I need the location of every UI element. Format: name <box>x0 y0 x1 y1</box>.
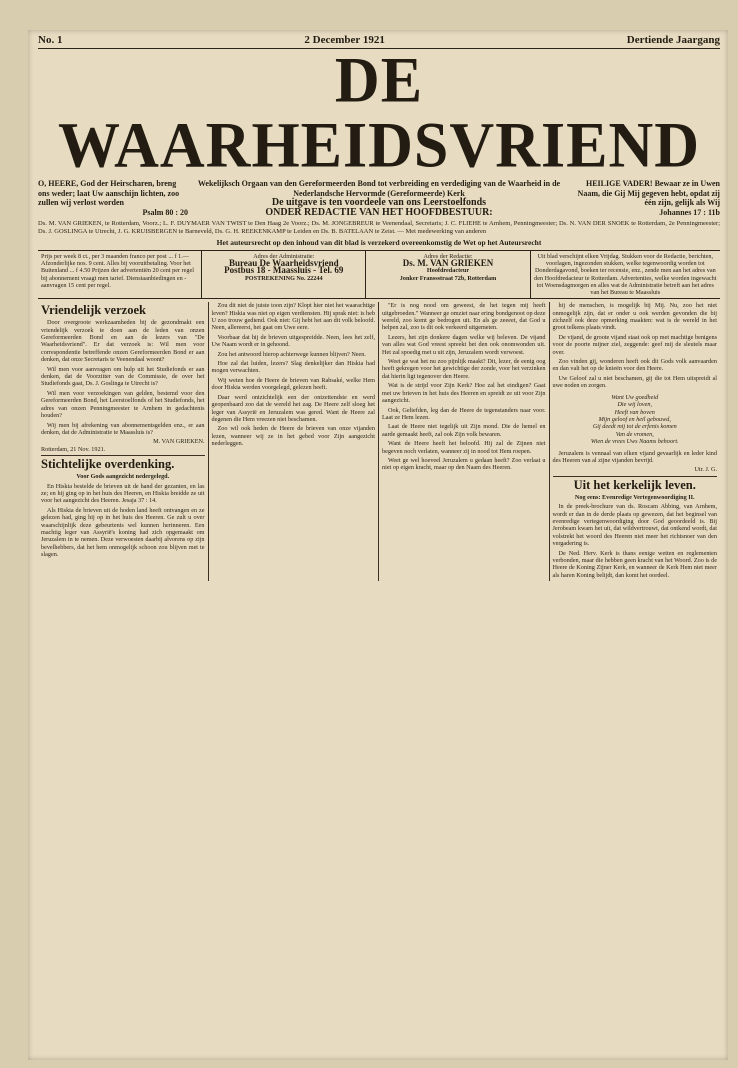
paragraph: Wil men voor verzoekingen van gelden, bestemd voor den Gereformeerden Bond, het Leerstoelfonds of het Studiefonds, het adres van onzen Penningmeester te Arnhem in gedachtenis houden? <box>41 389 205 420</box>
paragraph: Laat de Heere niet tegelijk uit Zijn mond. Die de hemel en aarde gemaakt heeft, zal ook Zijn volk bewaren. <box>382 423 546 438</box>
paragraph: De Ned. Herv. Kerk is thans eenige wetten en reglementen verbonden, maar die hebben geen kracht van het Woord. Zoo is de Heere de Koning Zijner Kerk, en wanneer de Kerk Hem niet meer als haren Koning belijdt, dan komt het oordeel. <box>552 549 717 579</box>
column-3 <box>379 302 550 581</box>
paragraph: Zoo wil ook heden de Heere de brieven van onze vijanden lezen, wanneer wij ze in het gebed voor Zijn aangezicht nederleggen. <box>211 425 375 448</box>
place-date: Rotterdam, 21 Nov. 1921. <box>41 445 106 453</box>
paragraph: Lezers, het zijn donkere dagen welke wij beleven. De vijand van alles wat God vreest spreekt het den ook onomwonden uit. Het zal spoedig met u uit zijn, Jeruzalem wordt verwoest. <box>382 333 546 356</box>
article-heading-overdenking: Stichtelijke overdenking. <box>41 455 205 471</box>
poem-line: Wien de vrees Uws Naams behoort. <box>590 438 679 446</box>
editor-name: Ds. M. VAN GRIEKEN <box>402 258 494 269</box>
paragraph: Ook, Geliefden, leg dan de Heere de tegenstanders naar voor. Laat ze Hem lezen. <box>382 406 546 421</box>
paragraph: Daar werd ontzichtelijk een der ontzettendste en werd geopenbaard zoo dat de wereld het zag. De Heere zelf sloeg het leger van Assyrië en Jeruzalem was gered. Want de Heere zal degenen die Hem vreezen niet beschamen. <box>211 393 375 423</box>
paragraph: De vijand, de groote vijand staat ook op met machtige benigens voor de poorte mijner ziel, zeggende: geef mij de sleutels maar over. <box>552 333 717 356</box>
newspaper-page <box>28 30 728 1060</box>
paragraph: Wij weten hoe de Heere de brieven van Rabsaké, welke Hem door Hiskia werden voorgelegd, gelezen heeft. <box>211 376 375 392</box>
masthead-title: DE WAARHEIDSVRIEND <box>58 44 700 182</box>
center-description <box>195 179 563 217</box>
poem-line: Die wij loven, <box>617 401 653 409</box>
header-row <box>38 179 720 217</box>
copyright-notice: Het auteursrecht op den inhoud van dit blad is verzekerd overeenkomstig de Wet op het Auteursrecht <box>216 238 542 247</box>
publication-box: Uit blad verschijnt elken Vrijdag. Stukken voor de Redactie, berichten, voorlagen, ingezonden stukken, welke tegenwoordig worden tot Donderdagavond, boeken ter recensie, enz., zende men aan het adres van den Hoofdredacteur te Rotterdam. Advertenties, welke worden ingewacht tot Woensdagmorgen en alles wat de Administratie betreft aan het adres van het Bureau te Maassluis <box>534 253 717 297</box>
right-motto <box>570 179 720 217</box>
staff-list: Ds. M. VAN GRIEKEN, te Rotterdam, Voorz.; L. F. DUYMAER VAN TWIST te Den Haag 2e Voorz.; Ds. M. JONGEBREUR te Veenendaal, Secretaris; J. C. FLIEHE te Arnhem, Penningmeester; Ds. N. VAN DER SNOEK te Rotterdam, 2e Penningmeester; Ds. J. GOSLINGA te Utrecht, J. G. KRUISBERGEN te Barneveld, Ds. G. H. REEKENKAMP te Leiden en Ds. B. BATELAAN te Zeist. — Met medewerking van anderen <box>38 220 720 235</box>
paragraph: Zou het antwoord hierop achterwege kunnen blijven? Neen. <box>217 350 366 358</box>
left-motto-text: O, HEERE, God der Heirscharen, breng ons weder; laat Uw aanschijn lichten, zoo zullen wij verlost worden <box>38 179 180 207</box>
left-motto <box>38 179 188 217</box>
paragraph: Zoo vinden gij, wonderen heeft ook dit Gods volk aanvaarden en dan valt het op de knieën voor den Heere. <box>552 358 717 373</box>
paragraph: Wil men voor aanvragen om hulp uit het Studiefonds er aan denken, dat de Voorzitter van de Commissie, de over het Studiefonds gaat, Ds. J. Goslinga te Utrecht is? <box>41 365 205 388</box>
column-1 <box>38 302 209 581</box>
right-motto-ref: Johannes 17 : 11b <box>659 207 720 217</box>
paragraph: Hoe zal dat luiden, lezers? Slag denkelijker dan Hiskia had mogen verwachten. <box>211 360 375 375</box>
poem-line: Heeft van boven <box>614 408 655 416</box>
center-line-2: De uitgave is ten voordeele van ons Leerstoelfonds <box>271 197 487 208</box>
left-motto-ref: Psalm 80 : 20 <box>142 207 189 217</box>
subscription-box: Prijs per week 8 ct., per 3 maanden franco per post ... f 1.— Afzonderlijke nos. 9 cent. Alles bij vooruitbetaling. Voor het Buitenland ... f 4.50 Prijzen der advertentiën 20 cent per regel bij abonnement vraagt men tarief. Dienstaanbiedingen en -aanvragen 15 cent per regel. <box>38 251 202 298</box>
paragraph: Uw Geloof zal u niet beschamen, gij die tot Hem uitspreidt al uwe noden en zorgen. <box>552 374 717 390</box>
volume-label: Dertiende Jaargang <box>626 34 720 46</box>
editor-address: Jonker Franssstraat 72b, Rotterdam <box>399 274 497 282</box>
administration-label: Adres der Administratie: <box>253 253 315 260</box>
paragraph: "Er is nog nood om geweest, de het tegen mij heeft uitgebroeden." Wanneer ge omziet naar ering bondgenoot op deze wereld, zoo komt ge bedrogen uit. En als ge zeeeet, dat God u helpen zal, zoo is dit ook verkeerd uitgemeten. <box>382 302 546 332</box>
paragraph: En Hiskia bestelde de brieven uit de hand der gezanten, en las ze; en hij ging op in het huis des Heeren, en Hiskia breidde ze uit voor het aangezicht des Heeren. Jesaja 37 : 14. <box>41 482 205 505</box>
paragraph: Als Hiskia de brieven uit de hoden land heeft ontvangen en ze gelezen had, ging hij op in het huis des Heeren. Ge zult u over waarschijnlijk deze gebeurtenis wel kunnen herinneren. Een machtig leger van Assyrië's koning had zich opgemaakt om Jeruzalem in te nemen. Deze verwoesten daarbij alvorens op zijn bevelhebbers, dat het hem onmogelijk schoon zou blijven met te slagen. <box>41 506 205 559</box>
column-2 <box>209 302 380 581</box>
paragraph: Wij men bij afrekening van abonnementsgelden enz., er aan denken, dat de Administratie te Maassluis is? <box>41 421 205 436</box>
paragraph: Want de Heere heeft het beloofd. Hij zal de Zijnen niet begeven noch verlaten, wanneer zij in nood tot Hem roepen. <box>382 440 546 455</box>
article-subheading: Nog eens: Evenredige Vertegenwoordiging II. <box>574 493 695 501</box>
paragraph: Door overgroote werkzaamheden bij de gezondmakt een vriendelijk verzoek te doen aan de leden van onzen Gereformeerden Bond en aan de lezers van "De Waarheidsvriend". Er dat verzoek is: Wil men voor correspondentie betreffende onzen Gereformeerden Bond er aan denken, dat onze Secretaris te Veenendaal woont? <box>41 319 205 364</box>
paragraph: Jeruzalem is vennaal van elken vijand gevaarlijk en leder kind des Heeren van al zijne vijanden bevrijd. <box>552 449 717 464</box>
paragraph: Zou dit niet de juiste toon zijn? Klopt hier niet het waarachtige leven? Hiskia was niet op eigen verdiensten. Hij sprak niet: is heb U zoo trouw gediend. Ook niet: Gij hebt het aan dit volk beloofd. Neen, allereerst, het gaat om Uwe eere. <box>211 302 375 332</box>
issue-date: 2 December 1921 <box>304 34 385 46</box>
article-columns <box>38 302 720 581</box>
right-motto-text: HEILIGE VADER! Bewaar ze in Uwen Naam, die Gij Mij gegeven hebt, opdat zij één zijn, gelijk als Wij <box>577 179 720 207</box>
article-heading-verzoek: Vriendelijk verzoek <box>41 303 146 318</box>
administration-name: Bureau De Waarheidsvriend <box>228 258 339 269</box>
poem-line: Mijn geloof en heil gebouwd, <box>598 415 671 423</box>
signature: M. VAN GRIEKEN. <box>153 438 205 446</box>
issue-number: No. 1 <box>38 34 63 46</box>
poem-line: Van de vromen, <box>615 430 654 438</box>
column-4 <box>550 302 721 581</box>
article-subheading: Voor Gods aangezicht nedergelegd. <box>76 473 170 481</box>
paragraph: In de preek-brochure van ds. Roscam Abbing, van Arnhem, wordt er dan in de derde plaats op gewezen, dat het beginsel van evenredige vertegenwoordiging door God geoordeeld is. Bij Jerobeam kwam het uit, dat wildvertrouwt, dat ontkend wordt, dat volstrekt het woord des Heeren niet meer het richtsnoer van den vergadering is. <box>552 503 717 548</box>
paragraph: Weet ge wel hoeveel Jeruzalem u gedaan heeft? Zoo verlaat u niet op eigen kracht, maar op den Naam des Heeren. <box>382 456 546 472</box>
info-boxes <box>38 250 720 299</box>
poem-line: Gij deedt mij tot de erfenis komen <box>592 423 677 431</box>
paragraph: Wat is de strijd voor Zijn Kerk? Hoe zal het eindigen? Gaat met uw brieven in het huis des Heeren en spreidt ze uit voor Zijn aangezicht. <box>382 382 546 405</box>
editorial-box <box>366 251 530 298</box>
administration-address: Postbus 18 - Maassluis - Tel. 69 <box>224 265 344 276</box>
editorial-label: Adres der Redactie: <box>423 253 473 260</box>
administration-box <box>202 251 366 298</box>
administration-account: POSTREKENING No. 22244 <box>245 274 323 282</box>
paragraph: hij de menschen, is mogelijk bij Mij. Nu, zoo het niet onmogelijk zijn, dat er onder u ook werden gevonden die bij zichzelf ook deze opmerking maakten: wat is de wereld in het groot telkens plaats vindt. <box>552 302 717 332</box>
poem-line: Want Uw goedheid <box>611 393 659 401</box>
editor-role: Hoofdredacteur <box>426 267 470 275</box>
article-heading-kerkelijk: Uit het kerkelijk leven. <box>553 476 718 492</box>
paragraph: Weet ge wat het nu zoo pijnlijk maakt? Dit, lezer, de eenig oog heeft gekregen voor het gewichtige der zonde, voor het verzinken dat hierin ligt tegenover den Heere. <box>382 358 546 380</box>
center-line-1: Wekelijksch Orgaan van den Gereformeerden Bond tot verbreiding en verdediging van de Waarheid in de Nederlandsche Hervormde (Gereformeerde) Kerk <box>197 179 561 198</box>
poem <box>553 394 718 446</box>
center-line-3: ONDER REDACTIE VAN HET HOOFDBESTUUR: <box>265 206 493 218</box>
paragraph: Voorbaar dat hij de brieven uitgespreidde. Neen, lees het zelf, Uw Naam wordt er in gehoond. <box>211 333 375 349</box>
signature: Utr. J. G. <box>694 466 717 474</box>
